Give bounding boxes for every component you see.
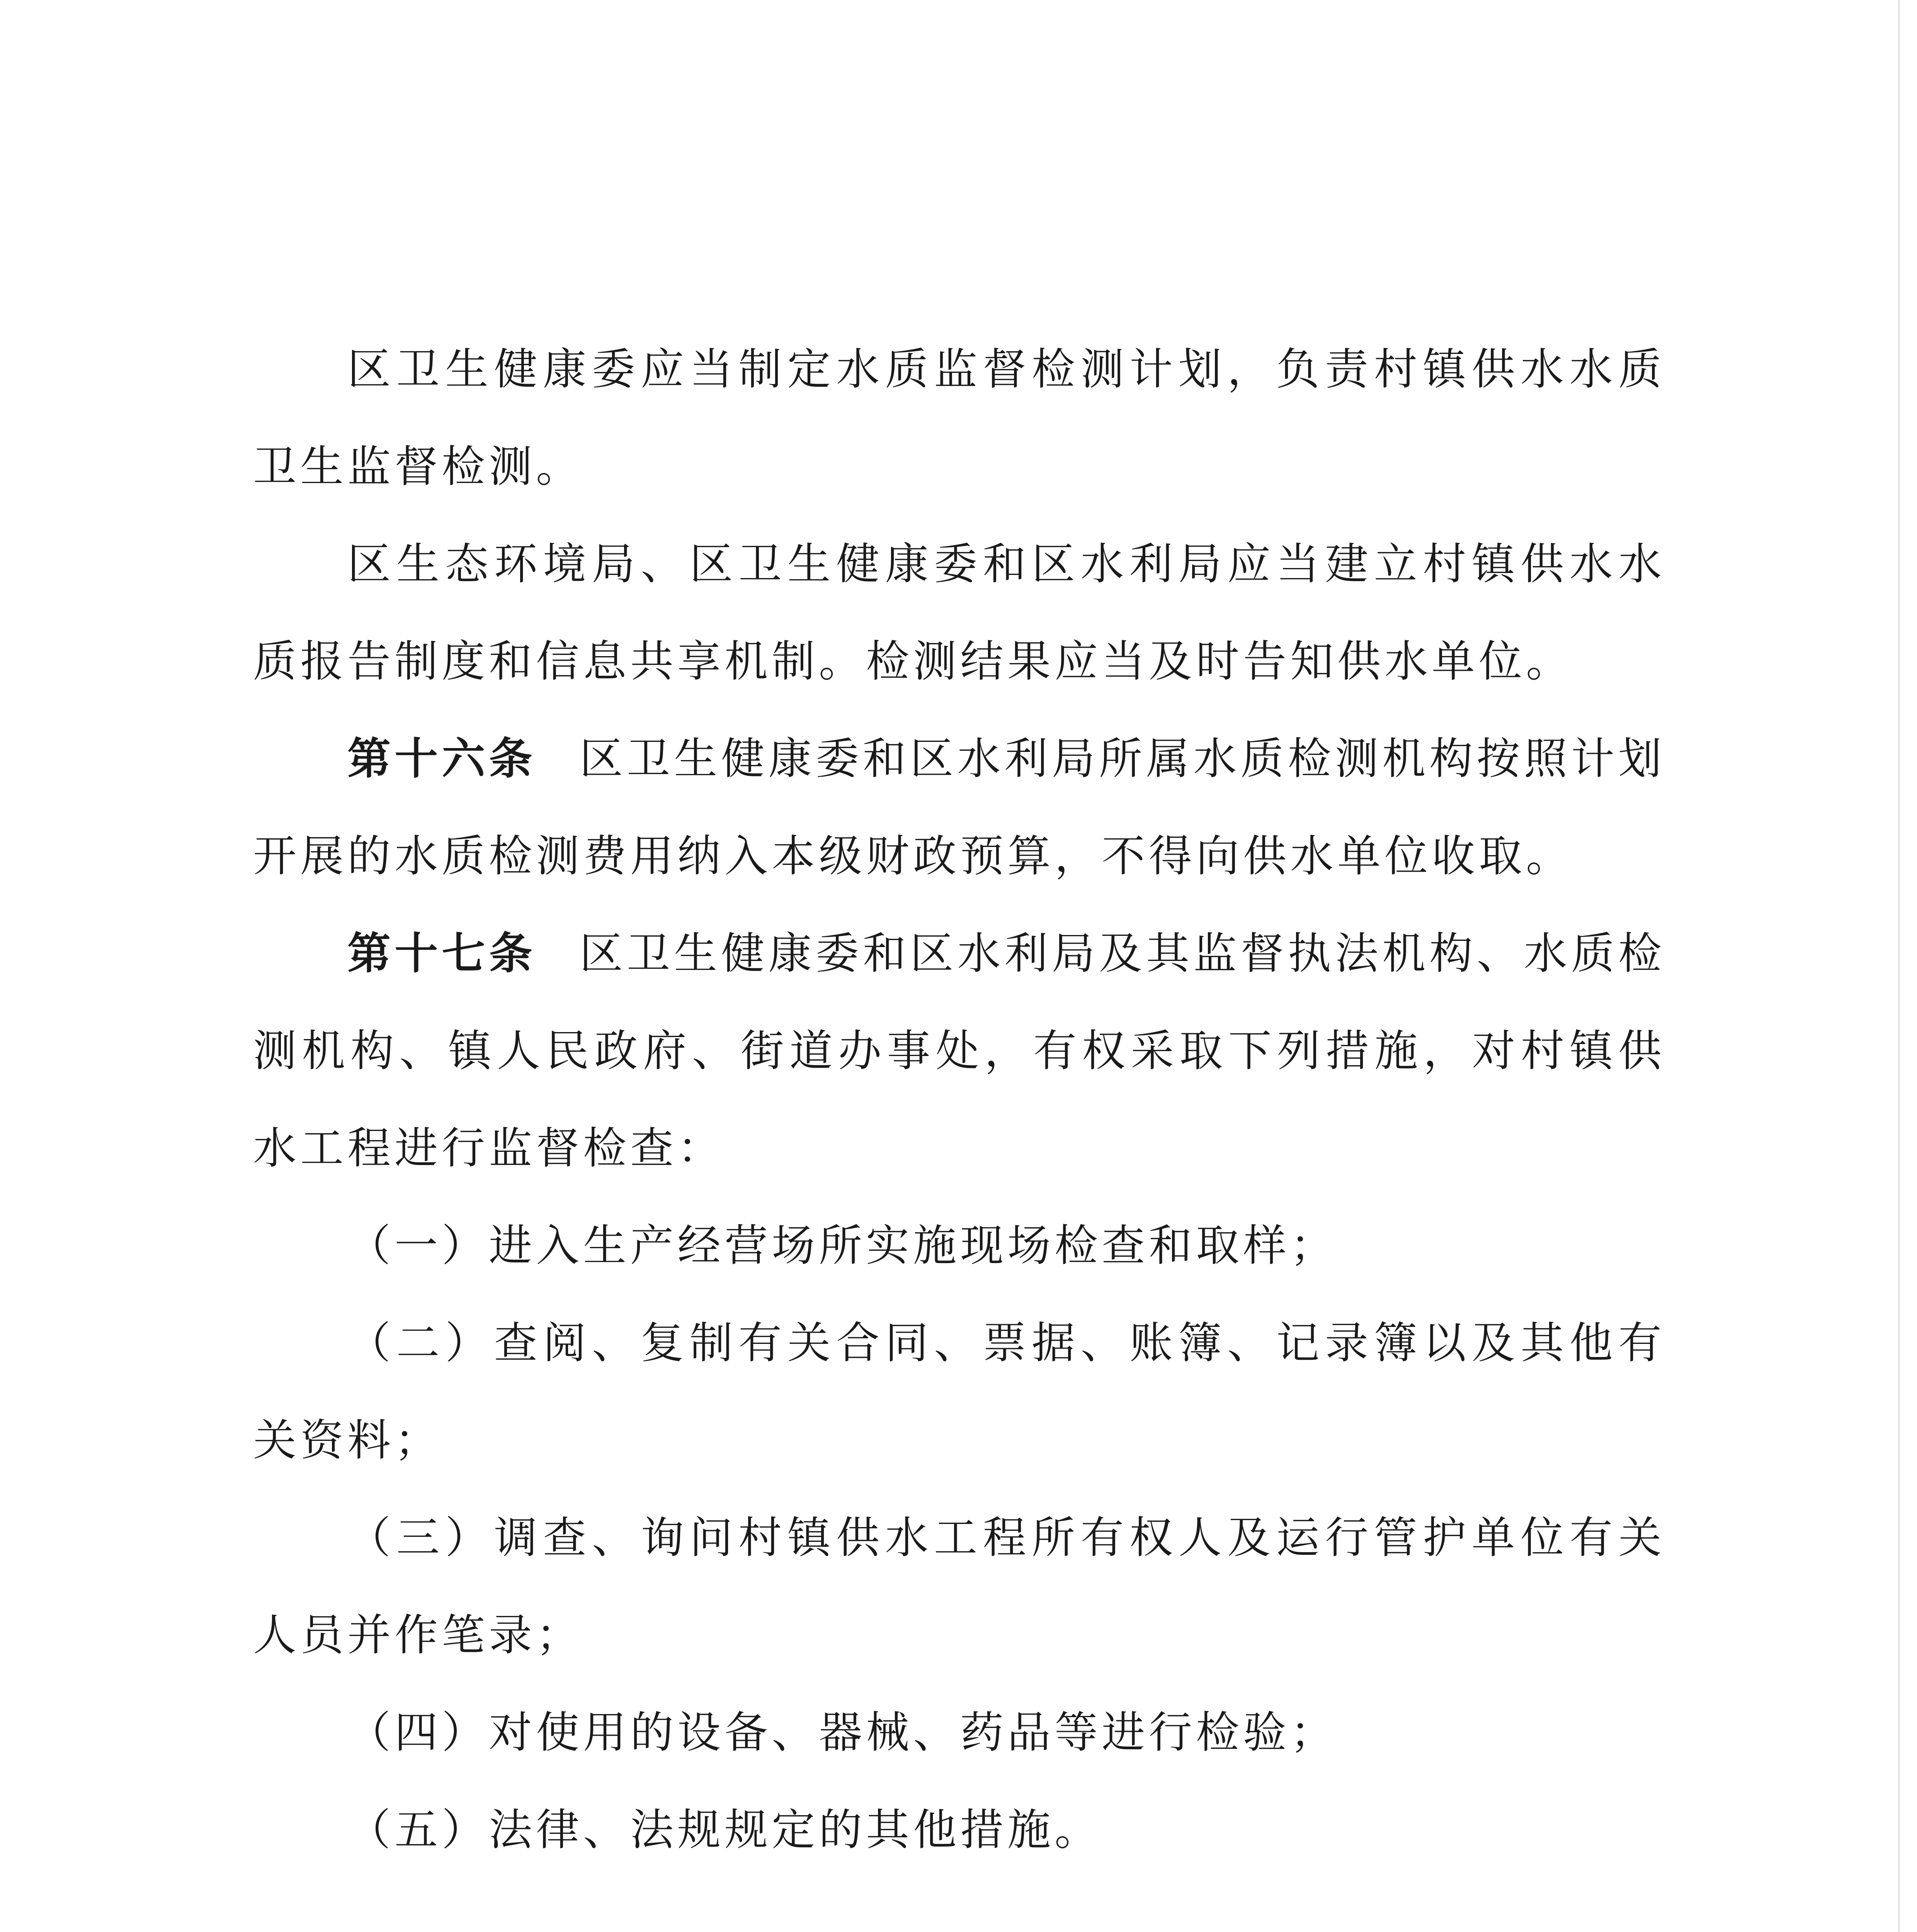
body-text	[253, 321, 1665, 1879]
article-number: 第十六条	[347, 733, 536, 784]
list-item	[253, 1197, 1665, 1294]
list-item	[253, 1781, 1665, 1879]
list-item-text: （三）调查、询问村镇供水工程所有权人及运行管护单位有关人员并作笔录；	[253, 1513, 1665, 1660]
article-number: 第十七条	[347, 928, 536, 979]
paragraph-text: 区卫生健康委和区水利局所属水质检测机构按照计划开展的水质检测费用纳入本级财政预算，不得向供水单位收取。	[253, 734, 1666, 881]
list-item-text: （四）对使用的设备、器械、药品等进行检验；	[347, 1708, 1337, 1758]
article-17	[253, 905, 1665, 1197]
list-item	[253, 1684, 1665, 1781]
list-item-text: （一）进入生产经营场所实施现场检查和取样；	[347, 1221, 1337, 1271]
list-item	[253, 1489, 1665, 1684]
paragraph-text: 区卫生健康委和区水利局及其监督执法机构、水质检测机构、镇人民政府、街道办事处，有权采取下列措施，对村镇供水工程进行监督检查：	[253, 929, 1666, 1173]
scan-edge-line	[1898, 0, 1900, 1932]
article-16	[253, 710, 1665, 905]
paragraph	[253, 321, 1665, 515]
paragraph-text: 区生态环境局、区卫生健康委和区水利局应当建立村镇供水水质报告制度和信息共享机制。检测结果应当及时告知供水单位。	[253, 539, 1665, 687]
list-item-text: （二）查阅、复制有关合同、票据、账簿、记录簿以及其他有关资料；	[253, 1318, 1665, 1466]
list-item-text: （五）法律、法规规定的其他措施。	[347, 1805, 1102, 1855]
list-item	[253, 1294, 1665, 1489]
paragraph	[253, 515, 1665, 710]
paragraph-text: 区卫生健康委应当制定水质监督检测计划，负责村镇供水水质卫生监督检测。	[253, 344, 1665, 492]
